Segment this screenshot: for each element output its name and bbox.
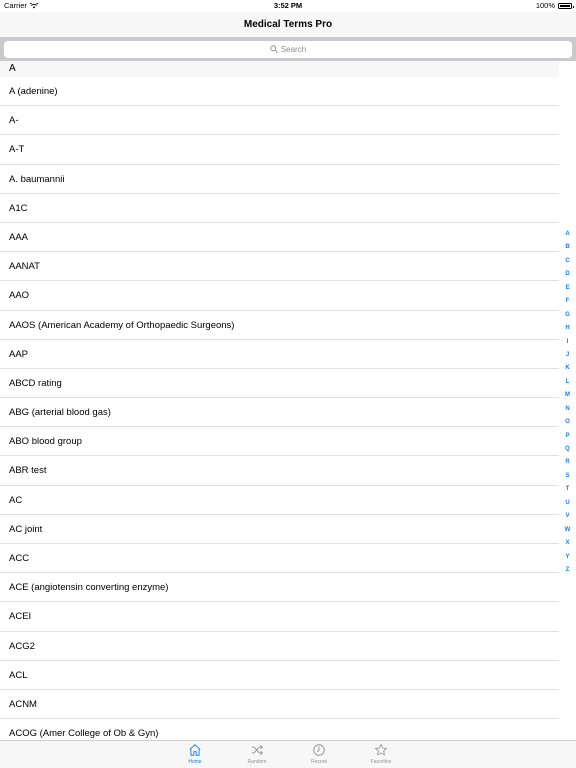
- star-icon: [374, 743, 388, 757]
- index-letter-d[interactable]: D: [565, 271, 570, 278]
- index-letter-b[interactable]: B: [565, 244, 570, 251]
- list-item[interactable]: A-: [0, 106, 559, 135]
- list-item[interactable]: AAO: [0, 281, 559, 310]
- alphabet-index[interactable]: [559, 228, 576, 577]
- tab-recent[interactable]: [299, 741, 339, 768]
- carrier-label: Carrier: [4, 1, 27, 10]
- index-letter-t[interactable]: T: [565, 486, 570, 493]
- list-item[interactable]: ABO blood group: [0, 427, 559, 456]
- index-letter-o[interactable]: O: [565, 419, 570, 426]
- list-item[interactable]: A. baumannii: [0, 165, 559, 194]
- search-input[interactable]: [4, 41, 572, 58]
- list-item[interactable]: AC: [0, 486, 559, 515]
- tab-label-random: Random: [247, 759, 267, 765]
- search-placeholder: Search: [280, 44, 307, 54]
- index-letter-j[interactable]: J: [565, 351, 570, 358]
- search-icon: [270, 45, 278, 53]
- terms-list: [0, 77, 559, 748]
- list-item[interactable]: ACOG (Amer College of Ob & Gyn): [0, 719, 559, 748]
- index-letter-l[interactable]: L: [565, 378, 570, 385]
- index-letter-h[interactable]: H: [565, 325, 570, 332]
- status-bar: [0, 0, 576, 12]
- list-item[interactable]: ABR test: [0, 456, 559, 485]
- tab-bar: [0, 740, 576, 768]
- nav-bar: [0, 12, 576, 37]
- tab-label-favorites: Favorites: [370, 759, 392, 765]
- list-item[interactable]: ACEI: [0, 602, 559, 631]
- status-right: [536, 0, 572, 12]
- list-item[interactable]: AANAT: [0, 252, 559, 281]
- home-icon: [188, 743, 202, 757]
- list-item[interactable]: ACNM: [0, 690, 559, 719]
- index-letter-n[interactable]: N: [565, 405, 570, 412]
- tab-label-recent: Recent: [311, 759, 327, 765]
- list-item[interactable]: ACC: [0, 544, 559, 573]
- index-letter-s[interactable]: S: [565, 472, 570, 479]
- index-letter-k[interactable]: K: [565, 365, 570, 372]
- index-letter-m[interactable]: M: [565, 392, 570, 399]
- wifi-icon: [30, 3, 38, 9]
- index-letter-w[interactable]: W: [564, 526, 571, 533]
- index-letter-g[interactable]: G: [565, 311, 570, 318]
- battery-icon: [558, 3, 572, 9]
- index-letter-q[interactable]: Q: [565, 446, 570, 452]
- list-item[interactable]: A (adenine): [0, 77, 559, 106]
- tab-favorites[interactable]: [361, 741, 401, 768]
- status-left: [4, 0, 38, 12]
- index-letter-u[interactable]: U: [565, 499, 570, 506]
- list-item[interactable]: A1C: [0, 194, 559, 223]
- page-title: Medical Terms Pro: [243, 19, 333, 30]
- list-item[interactable]: ABG (arterial blood gas): [0, 398, 559, 427]
- index-letter-e[interactable]: E: [565, 284, 570, 291]
- clock-icon: [312, 743, 326, 757]
- tab-random[interactable]: [237, 741, 277, 768]
- list-item[interactable]: AC joint: [0, 515, 559, 544]
- index-letter-a[interactable]: A: [565, 231, 570, 237]
- list-item[interactable]: ACG2: [0, 632, 559, 661]
- shuffle-icon: [250, 743, 264, 757]
- battery-percent: 100%: [535, 1, 555, 10]
- index-letter-i[interactable]: I: [566, 338, 569, 345]
- index-letter-y[interactable]: Y: [565, 553, 570, 560]
- status-time: 3:52 PM: [273, 1, 303, 10]
- index-letter-v[interactable]: V: [565, 513, 570, 520]
- search-bar: [0, 37, 576, 61]
- index-letter-c[interactable]: C: [565, 257, 570, 264]
- list-item[interactable]: A-T: [0, 135, 559, 164]
- index-letter-z[interactable]: Z: [565, 566, 570, 573]
- list-item[interactable]: AAOS (American Academy of Orthopaedic Surgeons): [0, 311, 559, 340]
- tab-home[interactable]: [175, 741, 215, 768]
- section-header: A: [0, 61, 559, 77]
- index-letter-p[interactable]: P: [565, 432, 570, 439]
- list-item[interactable]: ABCD rating: [0, 369, 559, 398]
- index-letter-x[interactable]: X: [565, 540, 570, 547]
- list-item[interactable]: AAP: [0, 340, 559, 369]
- list-item[interactable]: ACL: [0, 661, 559, 690]
- index-letter-f[interactable]: F: [565, 298, 570, 305]
- list-item[interactable]: AAA: [0, 223, 559, 252]
- index-letter-r[interactable]: R: [565, 459, 570, 466]
- tab-label-home: Home: [188, 759, 202, 765]
- list-item[interactable]: ACE (angiotensin converting enzyme): [0, 573, 559, 602]
